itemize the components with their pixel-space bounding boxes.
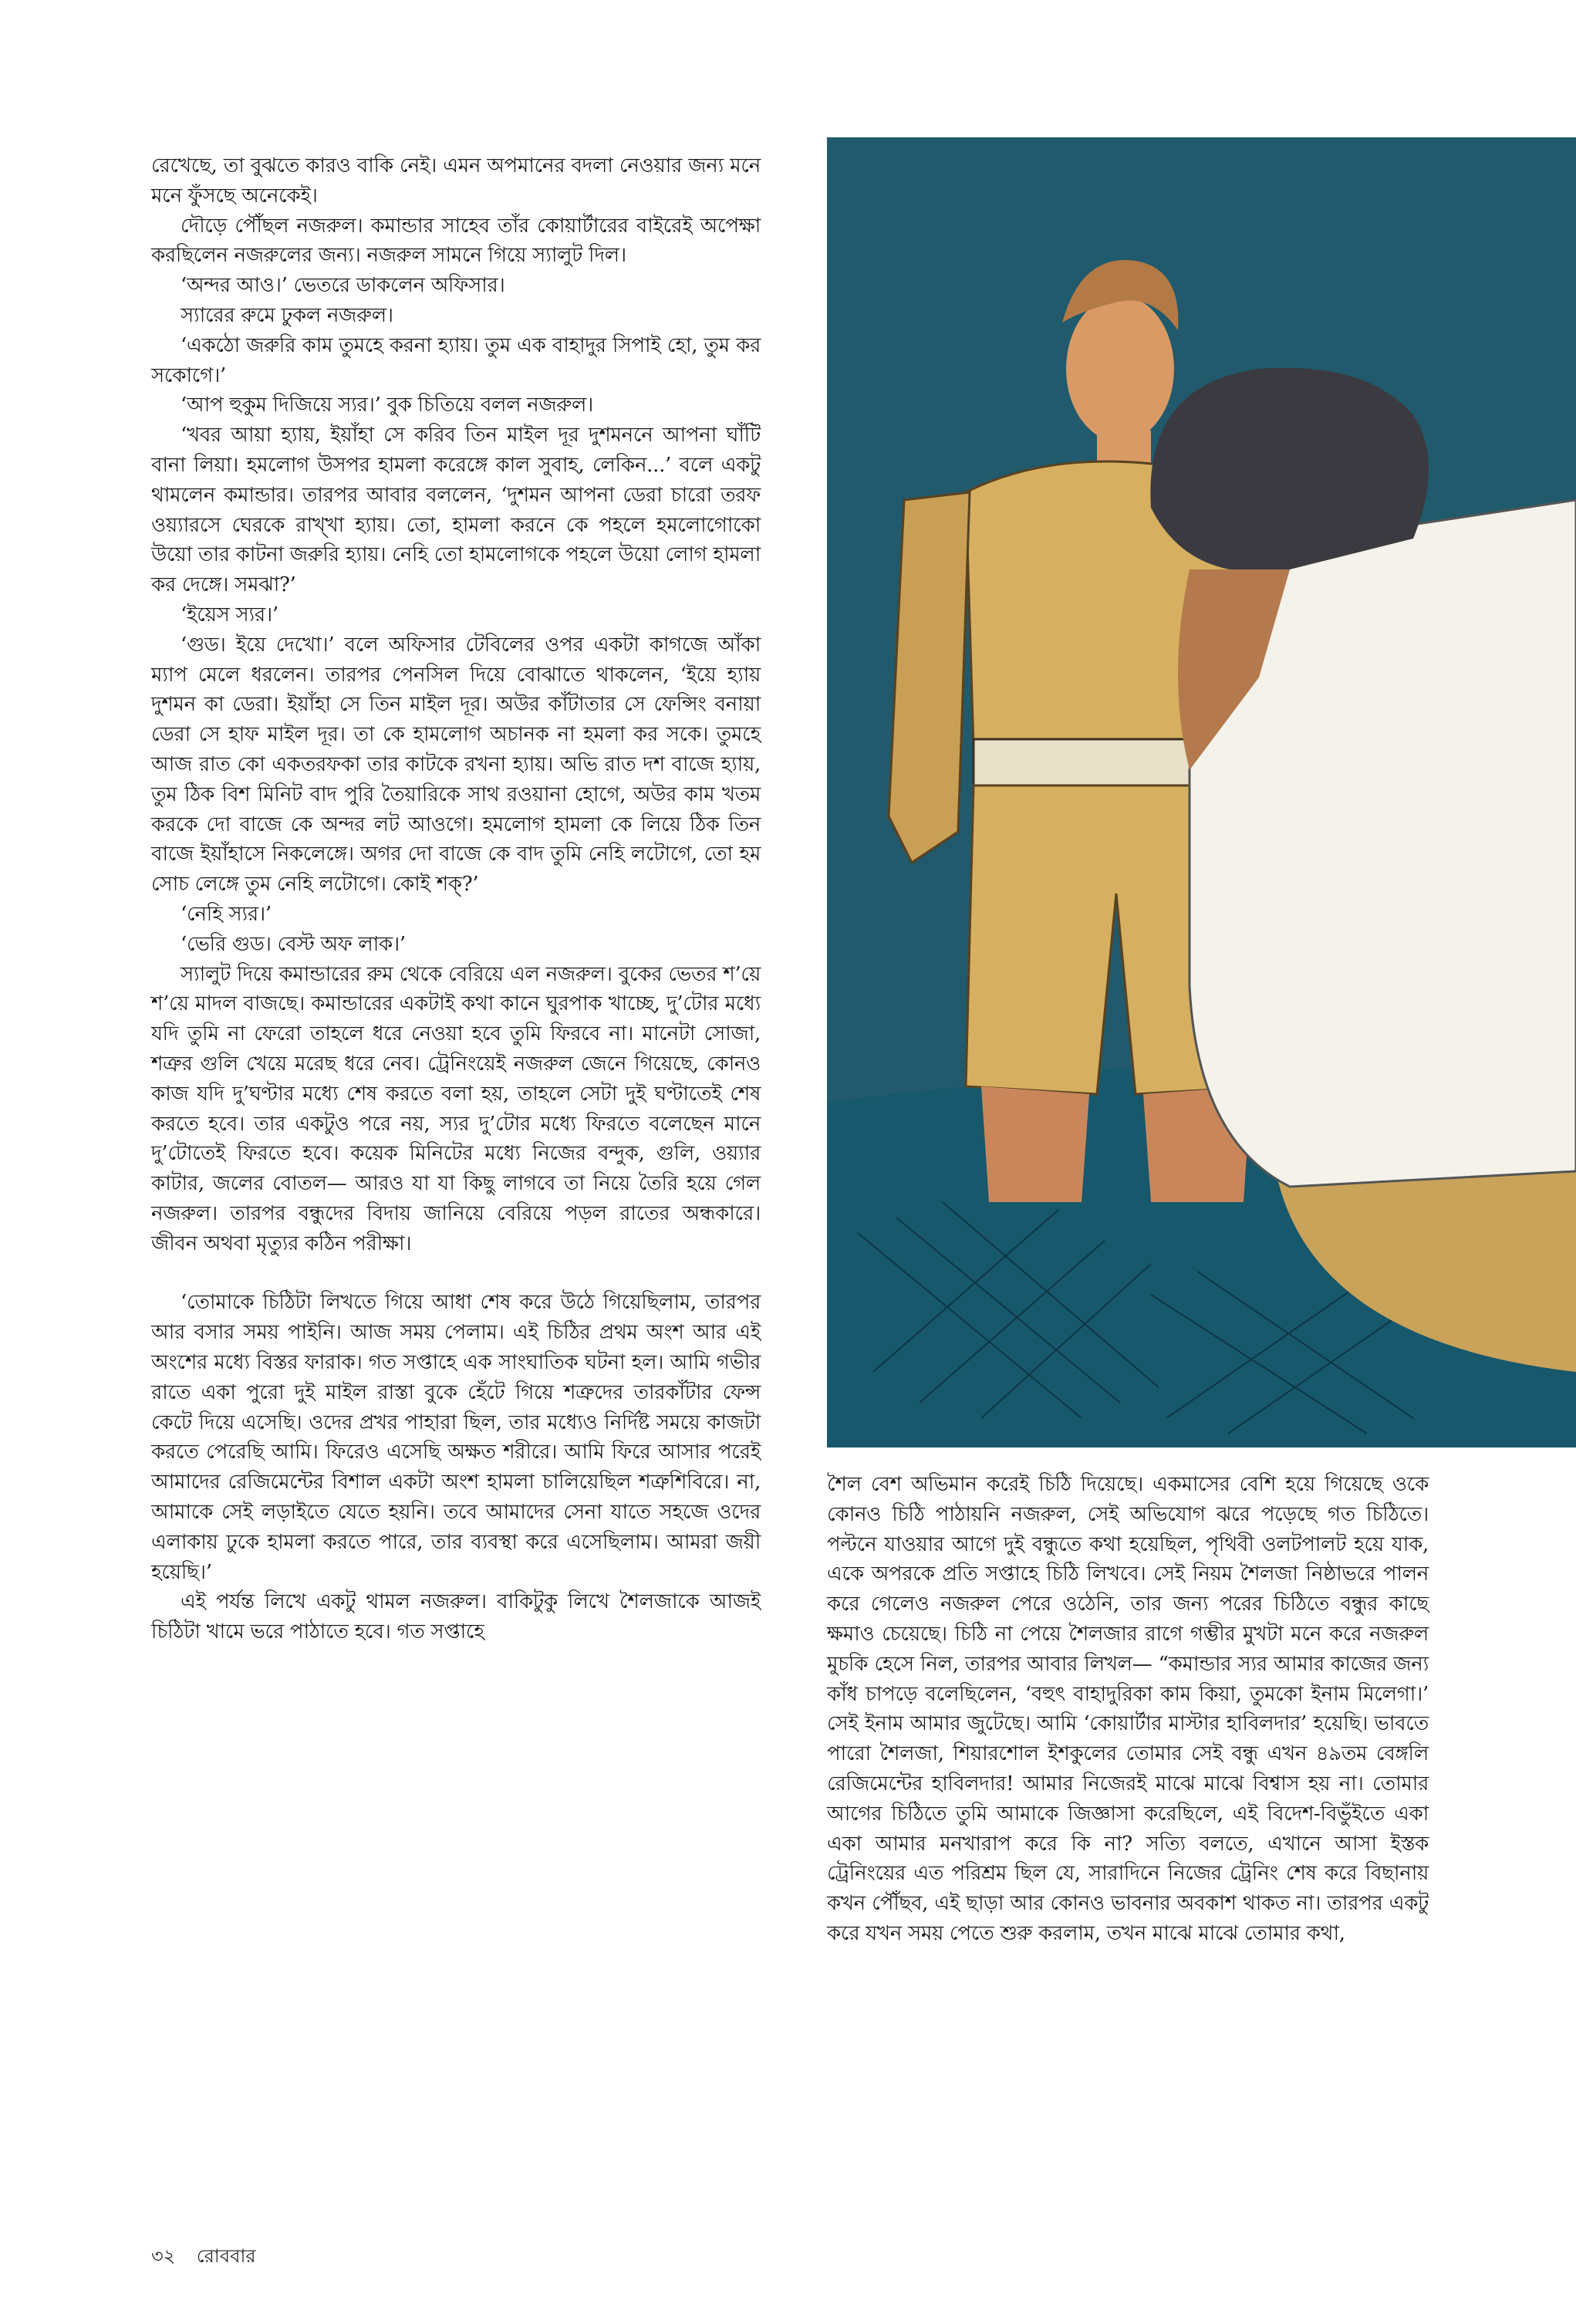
paragraph: ‘গুড। ইয়ে দেখো।’ বলে অফিসার টেবিলের ওপর একটা কাগজে আঁকা ম্যাপ মেলে ধরলেন। তারপর পেনসিল দিয়ে বোঝাতে থাকলেন, ‘ইয়ে হ্যায় দুশমন কা ডেরা। ইয়াঁহা সে তিন মাইল দূর। অউর কাঁটাতার সে ফেন্সিং বনায়া ডেরা সে হাফ মাইল দূর। তা কে হামলোগ অচানক না হমলা কর সকে। তুমহে আজ রাত কো একতরফকা তার কাটকে রখনা হ্যায়। অভি রাত দশ বাজে হ্যায়, তুম ঠিক বিশ মিনিট বাদ পুরি তৈয়ারিকে সাথ রওয়ানা হোগে, অউর কাম খতম করকে দো বাজে কে অন্দর লট আওগে। হমলোগ হামলা কে লিয়ে ঠিক তিন বাজে ইয়াঁহাসে নিকলেঙ্গে। অগর দো বাজে কে বাদ তুমি নেহি লটোগে, তো হম সোচ লেঙ্গে তুম নেহি লটোগে। কোই শক্?’ <box>151 633 761 897</box>
paragraph: ‘ভেরি গুড। বেস্ট অফ লাক।’ <box>181 932 406 956</box>
paragraph: রেখেছে, তা বুঝতে কারও বাকি নেই। এমন অপমানের বদলা নেওয়ার জন্য মনে মনে ফুঁসছে অনেকেই। <box>151 154 761 208</box>
letter-paragraph: ‘তোমাকে চিঠিটা লিখতে গিয়ে আধা শেষ করে উঠে গিয়েছিলাম, তারপর আর বসার সময় পাইনি। আজ সময় পেলাম। এই চিঠির প্রথম অংশ আর এই অংশের মধ্যে বিস্তর ফারাক। গত সপ্তাহে এক সাংঘাতিক ঘটনা হল। আমি গভীর রাতে একা পুরো দুই মাইল রাস্তা বুকে হেঁটে গিয়ে শত্রুদের তারকাঁটার ফেন্স কেটে দিয়ে এসেছি। ওদের প্রখর পাহারা ছিল, তার মধ্যেও নির্দিষ্ট সময়ে কাজটা করতে পেরেছি আমি। ফিরেও এসেছি অক্ষত শরীরে। আমি ফিরে আসার পরেই আমাদের রেজিমেন্টের বিশাল একটা অংশ হামলা চালিয়েছিল শত্রুশিবিরে। না, আমাকে সেই লড়াইতে যেতে হয়নি। তবে আমাদের সেনা যাতে সহজে ওদের এলাকায় ঢুকে হামলা করতে পারে, তার ব্যবস্থা করে এসেছিলাম। আমরা জয়ী হয়েছি।’ <box>151 1291 761 1584</box>
paragraph: ‘ইয়েস স্যর।’ <box>181 603 278 627</box>
paragraph: দৌড়ে পৌঁছল নজরুল। কমান্ডার সাহেব তাঁর কোয়ার্টারের বাইরেই অপেক্ষা করছিলেন নজরুলের জন্য। নজরুল সামনে গিয়ে স্যালুট দিল। <box>151 214 761 268</box>
page-number: ৩২ <box>151 2245 176 2267</box>
right-text-column <box>827 1470 1429 1949</box>
magazine-title: রোববার <box>196 2245 256 2267</box>
paragraph: ‘নেহি স্যর।’ <box>181 902 272 926</box>
paragraph: ‘আপ হুকুম দিজিয়ে স্যর।’ বুক চিতিয়ে বলল নজরুল। <box>181 394 594 417</box>
paragraph: ‘অন্দর আও।’ ভেতরে ডাকলেন অফিসার। <box>181 274 505 298</box>
page-footer <box>151 2242 272 2273</box>
story-illustration <box>827 137 1576 1447</box>
paragraph: স্যালুট দিয়ে কমান্ডারের রুম থেকে বেরিয়ে এল নজরুল। বুকের ভেতর শ’য়ে শ’য়ে মাদল বাজছে। কমান্ডারের একটাই কথা কানে ঘুরপাক খাচ্ছে, দু’টোর মধ্যে যদি তুমি না ফেরো তাহলে ধরে নেওয়া হবে তুমি ফিরবে না। মানেটা সোজা, শত্রুর গুলি খেয়ে মরেছ ধরে নেব। ট্রেনিংয়েই নজরুল জেনে গিয়েছে, কোনও কাজ যদি দু’ঘণ্টার মধ্যে শেষ করতে বলা হয়, তাহলে সেটা দুই ঘণ্টাতেই শেষ করতে হবে। তার একটুও পরে নয়, স্যর দু’টোর মধ্যে ফিরতে বলেছেন মানে দু’টোতেই ফিরতে হবে। কয়েক মিনিটের মধ্যে নিজের বন্দুক, গুলি, ওয়্যার কাটার, জলের বোতল— আরও যা যা কিছু লাগবে তা নিয়ে তৈরি হয়ে গেল নজরুল। তারপর বন্ধুদের বিদায় জানিয়ে বেরিয়ে পড়ল রাতের অন্ধকারে। জীবন অথবা মৃত্যুর কঠিন পরীক্ষা। <box>151 962 761 1255</box>
letter-paragraph: এই পর্যন্ত লিখে একটু থামল নজরুল। বাকিটুকু লিখে শৈলজাকে আজই চিঠিটা খামে ভরে পাঠাতে হবে। গত সপ্তাহে <box>151 1590 761 1644</box>
paragraph: শৈল বেশ অভিমান করেই চিঠি দিয়েছে। একমাসের বেশি হয়ে গিয়েছে ওকে কোনও চিঠি পাঠায়নি নজরুল, সেই অভিযোগ ঝরে পড়েছে গত চিঠিতে। পল্টনে যাওয়ার আগে দুই বন্ধুতে কথা হয়েছিল, পৃথিবী ওলটপালট হয়ে যাক, একে অপরকে প্রতি সপ্তাহে চিঠি লিখবে। সেই নিয়ম শৈলজা নিষ্ঠাভরে পালন করে গেলেও নজরুল পেরে ওঠেনি, তার জন্য পরের চিঠিতে বন্ধুর কাছে ক্ষমাও চেয়েছে। চিঠি না পেয়ে শৈলজার রাগে গম্ভীর মুখটা মনে করে নজরুল মুচকি হেসে নিল, তারপর আবার লিখল— “কমান্ডার স্যর আমার কাজের জন্য কাঁধ চাপড়ে বলেছিলেন, ‘বহুৎ বাহাদুরিকা কাম কিয়া, তুমকো ইনাম মিলেগা।’ সেই ইনাম আমার জুটেছে। আমি ‘কোয়ার্টার মাস্টার হাবিলদার’ হয়েছি। ভাবতে পারো শৈলজা, শিয়ারশোল ইশকুলের তোমার সেই বন্ধু এখন ৪৯তম বেঙ্গলি রেজিমেন্টের হাবিলদার! আমার নিজেরই মাঝে মাঝে বিশ্বাস হয় না। তোমার আগের চিঠিতে তুমি আমাকে জিজ্ঞাসা করেছিলে, এই বিদেশ-বিভুঁইতে একা একা আমার মনখারাপ করে কি না? সত্যি বলতে, এখানে আসা ইস্তক ট্রেনিংয়ের এত পরিশ্রম ছিল যে, সারাদিনে নিজের ট্রেনিং শেষ করে বিছানায় কখন পৌঁছব, এই ছাড়া আর কোনও ভাবনার অবকাশ থাকত না। তারপর একটু করে যখন সময় পেতে শুরু করলাম, তখন মাঝে মাঝে তোমার কথা, <box>827 1473 1429 1945</box>
paragraph: ‘একঠো জরুরি কাম তুমহে করনা হ্যায়। তুম এক বাহাদুর সিপাই হো, তুম কর সকোগে।’ <box>151 333 761 387</box>
section-break <box>151 1258 761 1288</box>
left-text-column <box>151 151 761 1647</box>
illustration-soldiers <box>827 137 1576 1447</box>
paragraph: স্যারের রুমে ঢুকল নজরুল। <box>181 303 393 327</box>
paragraph: ‘খবর আয়া হ্যায়, ইয়াঁহা সে করিব তিন মাইল দূর দুশমননে আপনা ঘাঁটি বানা লিয়া। হমলোগ উসপর হামলা করেঙ্গে কাল সুবাহ, লেকিন...’ বলে একটু থামলেন কমান্ডার। তারপর আবার বললেন, ‘দুশমন আপনা ডেরা চারো তরফ ওয়্যারসে ঘেরকে রাখ্খা হ্যায়। তো, হামলা করনে কে পহলে হমলোগোকো উয়ো তার কাটনা জরুরি হ্যায়। নেহি তো হামলোগকে পহলে উয়ো লোগ হামলা কর দেঙ্গে। সমঝা?’ <box>151 424 761 597</box>
